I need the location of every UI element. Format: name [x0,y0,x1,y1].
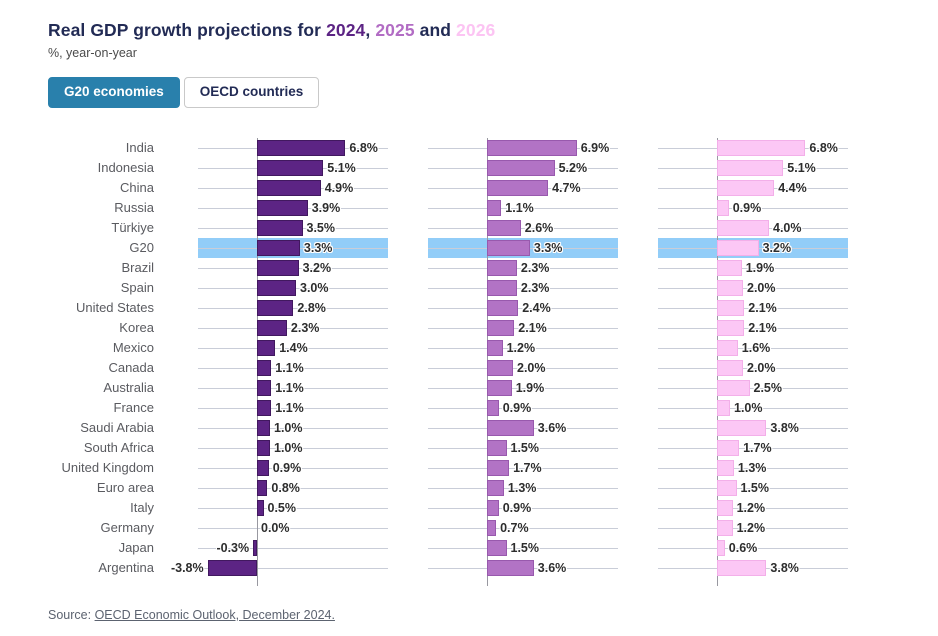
country-label: Türkiye [111,219,154,235]
chart-row [428,158,618,178]
value-label: 6.8% [349,140,378,155]
bar[interactable] [717,440,739,456]
bar[interactable] [257,260,299,276]
bar[interactable] [717,480,737,496]
value-label: 3.2% [302,260,332,275]
chart-row [428,398,618,418]
bar[interactable] [487,500,499,516]
value-label: 5.2% [558,160,588,175]
value-label: 2.0% [517,360,546,375]
bar[interactable] [253,540,257,556]
chart-row [428,478,618,498]
value-label: 1.2% [736,500,766,515]
country-label: South Africa [83,439,154,455]
chart-row [658,218,848,238]
bar[interactable] [717,340,738,356]
chart-row [428,238,618,258]
chart-row [428,138,618,158]
country-label: Korea [119,319,154,335]
value-label: 4.0% [773,220,802,235]
chart-row [658,338,848,358]
chart-row [658,318,848,338]
chart-row [198,138,388,158]
bar[interactable] [717,200,729,216]
chart-row [658,478,848,498]
chart-row [198,378,388,398]
bar[interactable] [487,560,534,576]
chart-row [198,538,388,558]
country-label: China [120,179,154,195]
subtitle: %, year-on-year [48,46,137,60]
chart-row [198,278,388,298]
chart-row [198,158,388,178]
country-label: Russia [114,199,154,215]
value-label: 2.0% [747,280,776,295]
chart-row [428,258,618,278]
value-label: 0.9% [732,200,762,215]
value-label: 1.9% [515,380,545,395]
value-label: 4.4% [778,180,807,195]
bar[interactable] [257,400,271,416]
chart-row [198,518,388,538]
country-label: United Kingdom [61,459,154,475]
bar[interactable] [257,280,296,296]
bar[interactable] [257,420,270,436]
chart-row [658,258,848,278]
chart-row [658,398,848,418]
title-year-2024: 2024 [326,20,366,40]
bar[interactable] [717,140,805,156]
bar[interactable] [487,240,530,256]
chart-row [198,338,388,358]
country-label: Saudi Arabia [80,419,154,435]
tab-bar [48,77,938,108]
value-label: 1.7% [513,460,542,475]
value-label: 3.6% [537,420,567,435]
country-label: Canada [108,359,154,375]
country-label: Mexico [112,339,154,355]
chart-row [658,558,848,578]
country-label: Spain [120,279,154,295]
bar[interactable] [487,460,509,476]
bar[interactable] [257,240,300,256]
chart-row [658,538,848,558]
chart-row [658,418,848,438]
chart-row [428,358,618,378]
bar[interactable] [257,140,345,156]
chart-row [428,558,618,578]
bar[interactable] [717,540,725,556]
plot-column-2025 [428,138,618,578]
country-label: Australia [103,379,154,395]
bar[interactable] [208,560,257,576]
plot-column-2026 [658,138,848,578]
value-label: 0.8% [271,480,300,495]
tab-oecd-countries[interactable]: OECD countries [184,77,320,108]
chart-row [198,198,388,218]
value-label: 1.4% [279,340,308,355]
chart-row [428,338,618,358]
bar[interactable] [717,260,742,276]
value-label: 2.1% [518,320,547,335]
chart-row [658,358,848,378]
chart-row [658,498,848,518]
value-label: 1.1% [275,400,304,415]
value-label: 2.3% [290,320,320,335]
source-line [48,608,938,622]
chart-row [658,178,848,198]
bar[interactable] [487,320,514,336]
bar[interactable] [717,520,733,536]
bar-chart [48,138,938,578]
value-label: 1.0% [734,400,763,415]
title-sep2: and [414,20,457,40]
value-label: 0.9% [272,460,302,475]
chart-row [198,238,388,258]
chart-row [428,518,618,538]
country-label: India [125,139,154,155]
bar[interactable] [257,460,269,476]
country-label: Brazil [121,259,154,275]
bar[interactable] [717,500,733,516]
bar[interactable] [487,200,501,216]
chart-row [198,358,388,378]
bar[interactable] [717,300,744,316]
plot-column-2024 [170,138,388,578]
bar[interactable] [257,300,293,316]
value-label: -3.8% [170,560,204,575]
chart-row [658,378,848,398]
value-label: 2.3% [520,280,550,295]
chart-row [658,298,848,318]
bar[interactable] [487,180,548,196]
bar[interactable] [487,340,503,356]
chart-row [428,198,618,218]
bar[interactable] [487,520,496,536]
chart-row [658,438,848,458]
chart-row [198,318,388,338]
value-label: 0.7% [500,520,529,535]
bar[interactable] [257,320,287,336]
value-label: 1.9% [745,260,775,275]
value-label: 0.9% [502,500,532,515]
bar[interactable] [257,360,271,376]
value-label: 5.1% [327,160,356,175]
bar[interactable] [717,220,769,236]
bar[interactable] [487,360,513,376]
value-label: 1.1% [275,360,304,375]
value-label: 2.1% [748,300,777,315]
value-label: 3.0% [300,280,329,295]
row-leader-line [198,528,388,529]
chart-row [198,298,388,318]
chart-row [658,238,848,258]
title-year-2025: 2025 [375,20,415,40]
chart-row [428,318,618,338]
bar[interactable] [717,400,730,416]
bar[interactable] [717,180,774,196]
bar[interactable] [487,440,507,456]
bar[interactable] [717,360,743,376]
value-label: 1.7% [743,440,772,455]
value-label: 3.6% [537,560,567,575]
value-label: 3.5% [306,220,335,235]
value-label: 2.4% [522,300,551,315]
bar[interactable] [257,440,270,456]
bar[interactable] [257,480,267,496]
value-label: 1.1% [505,200,534,215]
bar[interactable] [717,280,743,296]
bar[interactable] [487,260,517,276]
bar[interactable] [257,380,271,396]
chart-row [658,278,848,298]
chart-row [658,458,848,478]
chart-row [198,498,388,518]
country-label: Argentina [98,559,154,575]
source-prefix: Source: [48,607,95,622]
bar[interactable] [717,320,744,336]
country-label: Germany [100,519,154,535]
value-label: 2.1% [748,320,777,335]
chart-row [198,178,388,198]
chart-row [658,518,848,538]
value-label: 2.0% [747,360,776,375]
bar[interactable] [487,300,518,316]
chart-row [428,498,618,518]
bar[interactable] [487,160,555,176]
title-year-2026: 2026 [456,20,496,40]
country-label: United States [75,299,154,315]
bar[interactable] [257,500,264,516]
bar[interactable] [717,460,734,476]
value-label: 1.2% [736,520,766,535]
bar[interactable] [717,420,766,436]
value-label: -0.3% [216,540,250,555]
category-labels-column [48,138,198,578]
country-label: G20 [129,239,154,255]
value-label: 1.1% [275,380,304,395]
value-label: 1.0% [274,440,303,455]
chart-row [428,538,618,558]
value-label: 1.0% [274,420,303,435]
value-label: 3.2% [762,240,792,255]
bar[interactable] [487,480,504,496]
bar[interactable] [487,380,512,396]
value-label: 0.5% [267,500,296,515]
country-label: Japan [118,539,154,555]
bar[interactable] [717,240,759,256]
value-label: 1.5% [510,540,539,555]
value-label: 3.3% [533,240,563,255]
value-label: 3.8% [770,420,799,435]
bar[interactable] [257,160,323,176]
value-label: 3.9% [311,200,341,215]
chart-row [428,378,618,398]
chart-row [428,458,618,478]
value-label: 1.5% [740,480,769,495]
value-label: 2.8% [297,300,326,315]
value-label: 0.6% [728,540,758,555]
chart-row [428,178,618,198]
chart-row [198,218,388,238]
chart-row [428,438,618,458]
bar[interactable] [717,160,783,176]
value-label: 2.6% [524,220,554,235]
chart-row [198,258,388,278]
value-label: 1.3% [737,460,767,475]
chart-row [658,138,848,158]
value-label: 2.5% [753,380,782,395]
chart-row [198,438,388,458]
chart-row [198,418,388,438]
value-label: 5.1% [787,160,816,175]
country-label: France [113,399,154,415]
value-label: 4.7% [552,180,581,195]
chart-row [198,398,388,418]
bar[interactable] [257,180,321,196]
value-label: 6.9% [580,140,610,155]
bar[interactable] [257,200,308,216]
value-label: 6.8% [809,140,838,155]
value-label: 0.9% [502,400,532,415]
chart-row [198,458,388,478]
row-leader-line [428,228,618,229]
chart-row [428,278,618,298]
value-label: 2.3% [520,260,550,275]
value-label: 1.5% [510,440,539,455]
bar[interactable] [257,220,303,236]
bar[interactable] [487,280,517,296]
bar[interactable] [487,220,521,236]
value-label: 3.3% [303,240,333,255]
bar[interactable] [717,560,766,576]
bar[interactable] [487,400,499,416]
value-label: 1.6% [741,340,771,355]
chart-row [198,478,388,498]
value-label: 3.8% [770,560,799,575]
value-label: 1.3% [507,480,537,495]
chart-row [170,558,388,578]
value-label: 4.9% [324,180,354,195]
country-label: Indonesia [97,159,154,175]
title-sep1: , [365,20,376,40]
tab-g20-economies[interactable]: G20 economies [48,77,180,108]
value-label: 0.0% [261,520,290,535]
country-label: Euro area [96,479,154,495]
chart-row [428,218,618,238]
bar[interactable] [487,540,507,556]
chart-row [428,418,618,438]
value-label: 1.2% [506,340,536,355]
page-title [48,20,938,41]
bar[interactable] [487,420,534,436]
title-prefix: Real GDP growth projections for [48,20,327,40]
chart-row [428,298,618,318]
source-link[interactable]: OECD Economic Outlook, December 2024. [94,607,335,622]
country-label: Italy [130,499,154,515]
bar[interactable] [257,340,275,356]
chart-row [658,158,848,178]
bar[interactable] [487,140,577,156]
chart-row [658,198,848,218]
bar[interactable] [717,380,750,396]
